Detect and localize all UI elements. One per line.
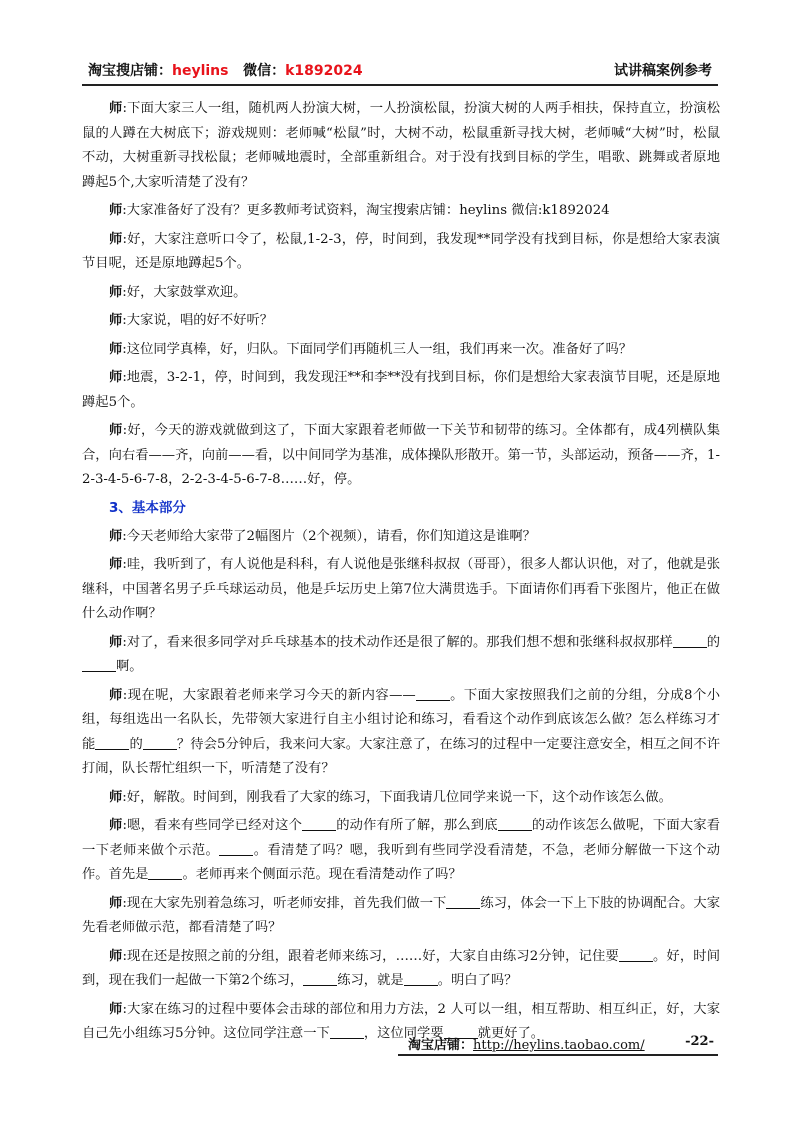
speaker-label: 师 — [109, 101, 123, 116]
fill-blank — [302, 816, 336, 831]
fill-blank — [619, 947, 653, 962]
section-heading: 3、基本部分 — [109, 499, 186, 516]
fill-blank — [82, 657, 116, 672]
paragraph: 师:对了，看来很多同学对乒乓球基本的技术动作还是很了解的。那我们想不想和张继科叔叔那样 的啊。 — [82, 631, 720, 680]
header-store-info — [88, 60, 363, 80]
speaker-label: 师 — [109, 634, 123, 650]
header-store-label: 淘宝搜店铺： — [88, 63, 172, 79]
speaker-label: 师 — [109, 528, 123, 544]
speaker-label: 师 — [109, 948, 123, 964]
paragraph: 师:今天老师给大家带了2幅图片（2个视频），请看，你们知道这是谁啊？ — [109, 528, 536, 544]
paragraph: 师:哇，我听到了，有人说他是科科，有人说他是张继科叔叔（哥哥），很多人都认识他，对了，他就是张继科，中国著名男子乒乓球运动员，他是乒坛历史上第7位大满贯选手。下面请你们再看下张图片，他正在做什么动作啊？ — [82, 557, 721, 621]
page-number: -22- — [685, 1034, 714, 1049]
fill-blank — [303, 971, 337, 986]
fill-blank — [404, 971, 438, 986]
paragraph: 师:现在还是按照之前的分组，跟着老师来练习，……好，大家自由练习2分钟，记住要 。好，时间到，现在我们一起做一下第2个练习， 练习，就是 。明白了吗？ — [82, 948, 721, 988]
speaker-label: 师 — [109, 203, 123, 218]
paragraph: 师:好，大家鼓掌欢迎。 — [109, 284, 247, 300]
speaker-label: 师 — [109, 423, 123, 438]
page-header — [82, 58, 718, 86]
speaker-label: 师 — [109, 341, 123, 357]
speaker-label: 师 — [109, 370, 123, 385]
paragraph: 师:大家说，唱的好不好听？ — [109, 313, 274, 328]
speaker-label: 师 — [109, 231, 123, 247]
footer-store-label: 淘宝店铺： — [408, 1038, 474, 1053]
fill-blank — [219, 841, 253, 856]
speaker-label: 师 — [109, 313, 123, 328]
fill-blank — [330, 1024, 364, 1039]
speaker-label: 师 — [109, 687, 123, 703]
paragraph: 师:现在呢，大家跟着老师来学习今天的新内容—— 。下面大家按照我们之前的分组，分成8个小组，每组选出一名队长，先带领大家进行自主小组讨论和练习，看看这个动作到底该怎么做？怎么样练习才能 的 ？待会5分钟后，我来问大家。大家注意了，在练习的过程中一定要注意安全，相互之间不许打闹，队长帮忙组织一下，听清楚了没有？ — [82, 687, 721, 776]
fill-blank — [673, 633, 707, 648]
speaker-label: 师 — [109, 1001, 123, 1017]
fill-blank — [416, 686, 450, 701]
fill-blank — [95, 735, 129, 750]
paragraph: 师:地震，3-2-1，停，时间到，我发现汪**和李**没有找到目标，你们是想给大家表演节目呢，还是原地蹲起5个。 — [82, 370, 720, 410]
fill-blank — [148, 865, 182, 880]
paragraph: 师:好，解散。时间到，刚我看了大家的练习，下面我请几位同学来说一下，这个动作该怎么做。 — [109, 789, 672, 805]
paragraph: 师:下面大家三人一组，随机两人扮演大树，一人扮演松鼠，扮演大树的人两手相扶，保持直立，扮演松鼠的人蹲在大树底下；游戏规则：老师喊“松鼠”时，大树不动，松鼠重新寻找大树，老师喊“大树”时，松鼠不动，大树重新寻找松鼠；老师喊地震时，全部重新组合。对于没有找到目标的学生，唱歌、跳舞或者原地蹲起5个,大家听清楚了没有？ — [82, 101, 721, 190]
speaker-label: 师 — [109, 284, 123, 300]
paragraph: 师:好，今天的游戏就做到这了，下面大家跟着老师做一下关节和韧带的练习。全体都有，成4列横队集合，向右看——齐，向前——看，以中间同学为基准，成体操队形散开。第一节，头部运动，预备——齐，1-2-3-4-5-6-7-8，2-2-3-4-5-6-7-8……好，停。 — [82, 423, 720, 487]
speaker-label: 师 — [109, 895, 123, 911]
footer-store-link[interactable]: http://heylins.taobao.com/ — [473, 1038, 645, 1053]
page-footer — [398, 1032, 718, 1056]
paragraph: 师:嗯，看来有些同学已经对这个 的动作有所了解，那么到底 的动作该怎么做呢，下面大家看一下老师来做个示范。 。看清楚了吗？嗯，我听到有些同学没看清楚，不急，老师分解做一下这个动作。首先是 。老师再来个侧面示范。现在看清楚动作了吗？ — [82, 818, 721, 882]
paragraph: 师:大家在练习的过程中要体会击球的部位和用力方法，2 人可以一组，相互帮助、相互纠正，好，大家自己先小组练习5分钟。这位同学注意一下 ，这位同学要 就更好了。 — [82, 1001, 721, 1041]
header-wechat-label: 微信： — [243, 63, 286, 79]
paragraph: 师:好，大家注意听口令了，松鼠,1-2-3，停，时间到，我发现**同学没有找到目标，你是想给大家表演节目呢，还是原地蹲起5个。 — [82, 231, 721, 271]
paragraph: 师:大家准备好了没有？更多教师考试资料，淘宝搜索店铺：heylins 微信:k1892024 — [109, 203, 610, 218]
speaker-label: 师 — [109, 789, 123, 805]
header-title: 试讲稿案例参考 — [614, 63, 712, 79]
fill-blank — [143, 735, 177, 750]
document-body — [82, 97, 720, 1051]
header-wechat-id: k1892024 — [285, 63, 363, 79]
paragraph: 师:这位同学真棒，好，归队。下面同学们再随机三人一组，我们再来一次。准备好了吗？ — [109, 341, 633, 357]
header-store-name: heylins — [172, 63, 229, 79]
speaker-label: 师 — [109, 818, 123, 833]
fill-blank — [498, 816, 532, 831]
fill-blank — [446, 894, 480, 909]
footer-store — [408, 1034, 645, 1053]
speaker-label: 师 — [109, 557, 123, 572]
paragraph: 师:现在大家先别着急练习，听老师安排，首先我们做一下 练习，体会一下上下肢的协调配合。大家先看老师做示范，都看清楚了吗？ — [82, 895, 721, 935]
